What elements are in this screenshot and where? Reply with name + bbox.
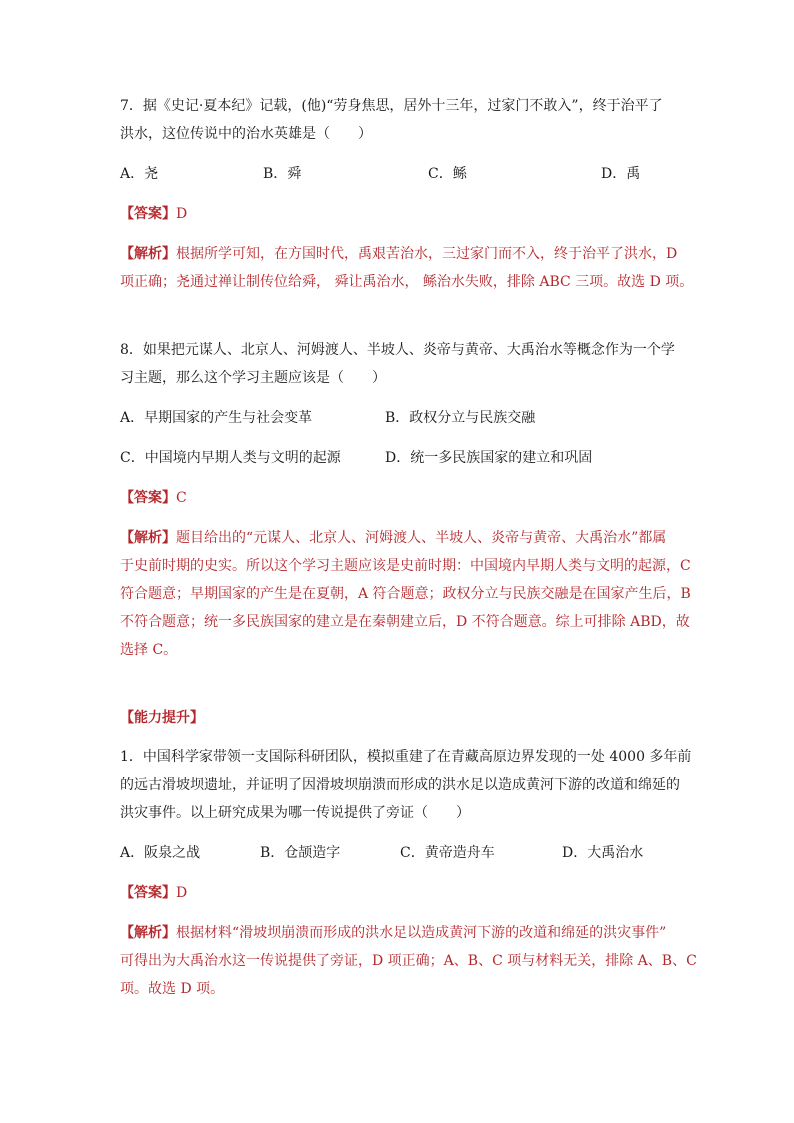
p1-stem-line1: 1．中国科学家带领一支国际科研团队，模拟重建了在青藏高原边界发现的一处 4000 多年前 [120,749,692,765]
p1-analysis-line3: 项。故选 D 项。 [120,981,225,997]
p1-option-d: D．大禹治水 [562,845,644,861]
answer-value: D [176,885,188,901]
q7-analysis-line2: 项正确；尧通过禅让制传位给舜， 舜让禹治水， 鲧治水失败，排除 ABC 三项。故选 D 项。 [120,274,694,290]
q8-stem-line2: 习主题，那么这个学习主题应该是（ ） [120,370,386,386]
analysis-label: 【解析】 [120,530,176,546]
q7-answer [120,205,187,223]
q7-stem-line2: 洪水，这位传说中的治水英雄是（ ） [120,126,372,142]
analysis-label: 【解析】 [120,925,176,941]
p1-option-b: B．仓颉造字 [260,845,341,861]
q7-option-a: A．尧 [120,166,159,182]
q8-analysis-line5: 选择 C。 [120,642,178,658]
p1-option-c: C．黄帝造舟车 [400,845,495,861]
q7-option-b: B．舜 [263,166,302,182]
q8-option-c: C．中国境内早期人类与文明的起源 [120,450,341,466]
q8-analysis-line1 [120,529,666,547]
q8-analysis-line4: 不符合题意；统一多民族国家的建立是在秦朝建立后，D 不符合题意。综上可排除 ABD，故 [120,614,690,630]
q8-option-b: B．政权分立与民族交融 [385,410,536,426]
q8-option-a: A．早期国家的产生与社会变革 [120,410,313,426]
p1-answer [120,884,187,902]
q8-analysis-line2: 于史前时期的史实。所以这个学习主题应该是史前时期：中国境内早期人类与文明的起源，C [120,558,691,574]
p1-analysis-line2: 可得出为大禹治水这一传说提供了旁证，D 项正确；A、B、C 项与材料无关，排除 A、B、C [120,953,697,969]
q8-analysis-line3: 符合题意；早期国家的产生是在夏朝，A 符合题意；政权分立与民族交融是在国家产生后，B [120,586,691,602]
answer-value: D [176,206,188,222]
p1-stem-line2: 的远古滑坡坝遗址，并证明了因滑坡坝崩溃而形成的洪水足以造成黄河下游的改道和绵延的 [120,777,680,793]
section-title: 【能力提升】 [120,710,204,726]
analysis-text: 题目给出的“元谋人、北京人、河姆渡人、半坡人、炎帝与黄帝、大禹治水”都属 [176,530,667,546]
q7-analysis-line1 [120,245,677,263]
p1-analysis-line1 [120,924,666,942]
analysis-text: 根据所学可知，在方国时代，禹艰苦治水，三过家门而不入，终于治平了洪水，D [176,246,678,262]
answer-value: C [176,490,187,506]
p1-stem-line3: 洪灾事件。以上研究成果为哪一传说提供了旁证（ ） [120,805,470,821]
q7-stem-line1: 7．据《史记·夏本纪》记载，(他)“劳身焦思，居外十三年，过家门不敢入”，终于治平了 [120,98,663,114]
q8-option-d: D．统一多民族国家的建立和巩固 [385,450,593,466]
p1-option-a: A．阪泉之战 [120,845,201,861]
answer-label: 【答案】 [120,206,176,222]
q8-stem-line1: 8．如果把元谋人、北京人、河姆渡人、半坡人、炎帝与黄帝、大禹治水等概念作为一个学 [120,342,675,358]
q7-option-d: D．禹 [601,166,641,182]
q8-answer [120,489,187,507]
q7-option-c: C．鲧 [428,166,467,182]
answer-label: 【答案】 [120,885,176,901]
analysis-text: 根据材料“滑坡坝崩溃而形成的洪水足以造成黄河下游的改道和绵延的洪灾事件” [176,925,667,941]
answer-label: 【答案】 [120,490,176,506]
analysis-label: 【解析】 [120,246,176,262]
